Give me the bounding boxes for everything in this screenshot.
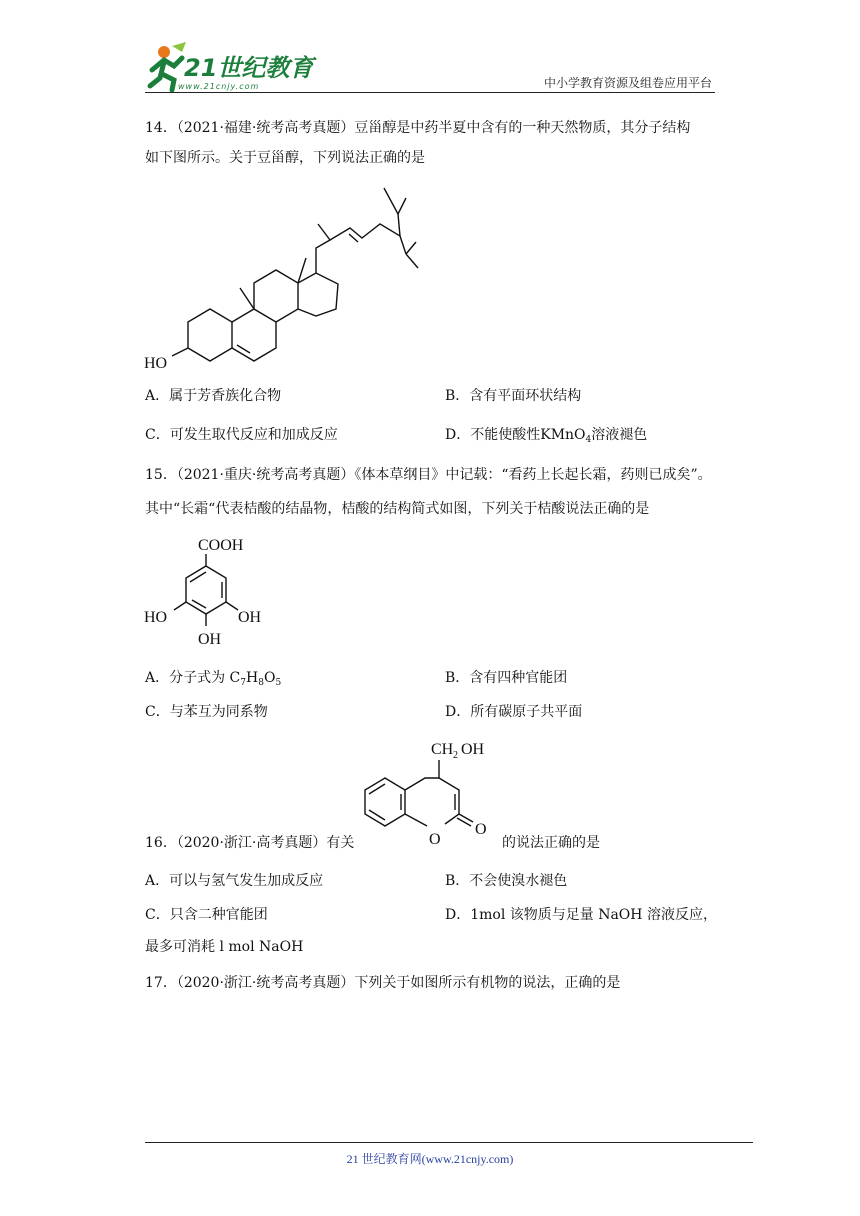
header-platform: 中小学教育资源及组卷应用平台 xyxy=(543,76,712,90)
q14-ho-label: HO xyxy=(144,355,168,372)
q16-option-c: C．只含二种官能团 xyxy=(145,907,268,923)
q14-line1: 14．（2021·福建·统考高考真题）豆甾醇是中药半夏中含有的一种天然物质，其分子结构 xyxy=(145,120,691,136)
svg-text:HO: HO xyxy=(144,609,168,626)
q17-line1: 17．（2020·浙江·统考高考真题）下列关于如图所示有机物的说法，正确的是 xyxy=(145,975,621,991)
q15-option-b: B．含有四种官能团 xyxy=(445,670,568,686)
q14-option-c: C．可发生取代反应和加成反应 xyxy=(145,427,338,443)
q14-option-b: B．含有平面环状结构 xyxy=(445,388,582,404)
q15-option-d: D．所有碳原子共平面 xyxy=(445,704,583,720)
q16-prefix: 16．（2020·浙江·高考真题）有关 xyxy=(145,835,355,851)
q16-option-a: A．可以与氢气发生加成反应 xyxy=(145,873,324,889)
svg-text:COOH: COOH xyxy=(198,537,244,554)
logo-url: www.21cnjy.com xyxy=(178,82,260,91)
footer-divider xyxy=(145,1142,753,1143)
q14-line2: 如下图所示。关于豆甾醇，下列说法正确的是 xyxy=(145,150,425,166)
gallic-acid-structure xyxy=(140,532,290,648)
q15-line2: 其中“长霜“代表桔酸的结晶物，桔酸的结构简式如图，下列关于桔酸说法正确的是 xyxy=(145,501,650,517)
coumarin-structure xyxy=(355,736,505,854)
header-divider xyxy=(145,92,715,93)
footer-text[interactable]: 21 世纪教育网(www.21cnjy.com) xyxy=(346,1152,514,1166)
svg-text:OH: OH xyxy=(238,609,262,626)
q15-option-a: A．分子式为 $C_7H_8O_5$ xyxy=(145,670,282,688)
stigmasterol-structure xyxy=(140,178,440,374)
q16-option-d-continued: 最多可消耗 l mol NaOH xyxy=(145,939,304,955)
svg-text:CH: CH xyxy=(431,741,454,758)
svg-text:O: O xyxy=(429,831,441,848)
q16-option-d: D．1mol 该物质与足量 NaOH 溶液反应， xyxy=(445,907,717,923)
q14-option-a: A．属于芳香族化合物 xyxy=(145,388,282,404)
logo-name: 21世纪教育 xyxy=(184,54,314,82)
q14-option-d: D．不能使酸性KMnO$_4$溶液褪色 xyxy=(445,427,648,445)
q15-line1: 15．（2021·重庆·统考高考真题）《体本草纲目》中记载：“看药上长起长霜，药则已成矣”。 xyxy=(145,467,712,483)
svg-text:2: 2 xyxy=(453,750,458,761)
svg-text:OH: OH xyxy=(198,631,222,648)
svg-text:OH: OH xyxy=(461,741,485,758)
q15-option-c: C．与苯互为同系物 xyxy=(145,704,268,720)
q16-suffix: 的说法正确的是 xyxy=(502,835,600,851)
svg-text:O: O xyxy=(475,821,487,838)
q16-option-b: B．不会使溴水褪色 xyxy=(445,873,568,889)
